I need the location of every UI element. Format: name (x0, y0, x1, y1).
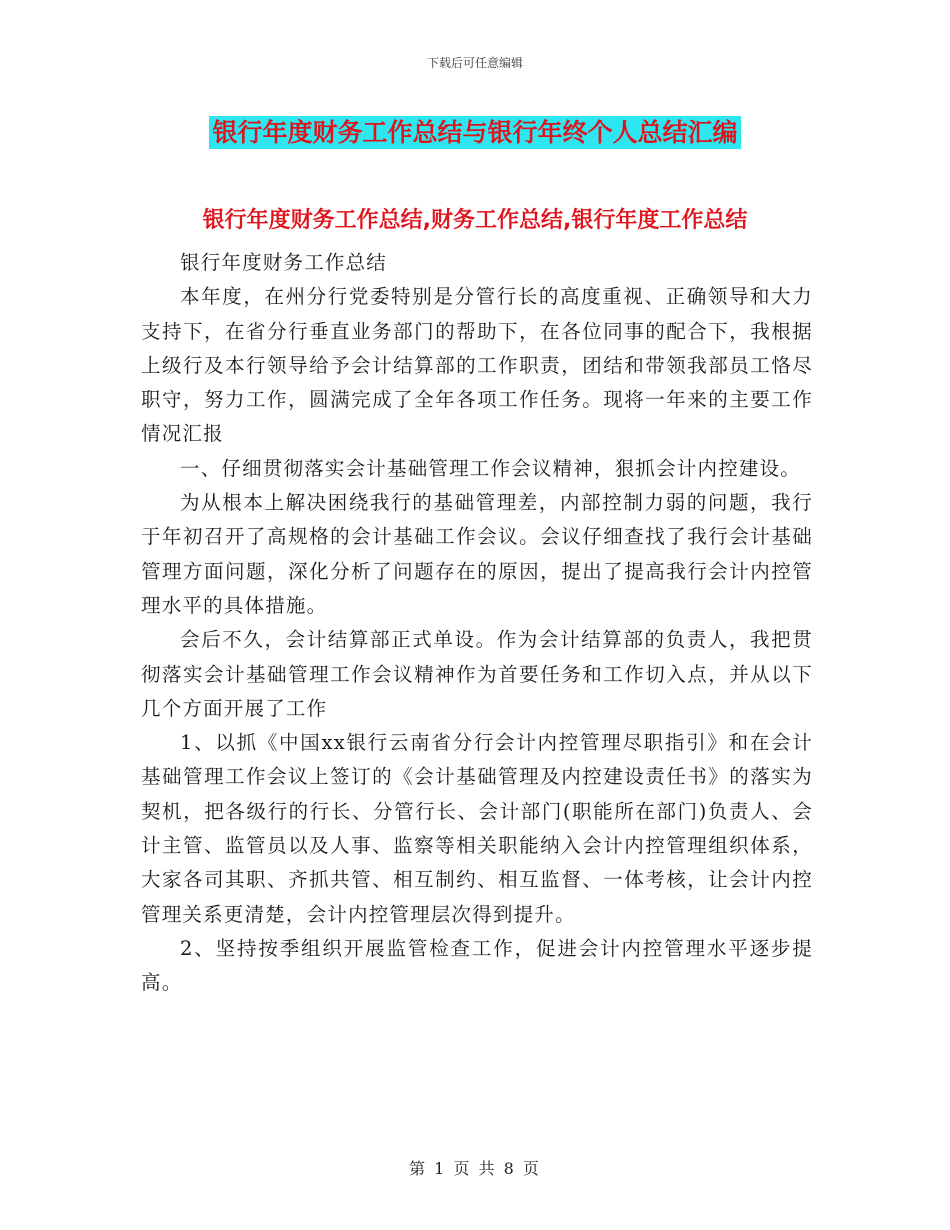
paragraph: 本年度，在州分行党委特别是分管行长的高度重视、正确领导和大力支持下，在省分行垂直业务部门的帮助下，在各位同事的配合下，我根据上级行及本行领导给予会计结算部的工作职责，团结和带领我部员工恪尽职守，努力工作，圆满完成了全年各项工作任务。现将一年来的主要工作情况汇报 (141, 285, 813, 446)
paragraph: 为从根本上解决困绕我行的基础管理差，内部控制力弱的问题，我行于年初召开了高规格的会计基础工作会议。会议仔细查找了我行会计基础管理方面问题，深化分析了问题存在的原因，提出了提高我行会计内控管理水平的具体措施。 (141, 491, 813, 617)
page-footer: 第 1 页 共 8 页 (409, 1159, 541, 1178)
header-note: 下载后可任意编辑 (426, 56, 523, 70)
document-body (141, 246, 813, 1001)
paragraph: 1、以抓《中国xx银行云南省分行会计内控管理尽职指引》和在会计基础管理工作会议上签订的《会计基础管理及内控建设责任书》的落实为契机，把各级行的行长、分管行长、会计部门(职能所在部门)负责人、会计主管、监管员以及人事、监察等相关职能纳入会计内控管理组织体系，大家各司其职、齐抓共管、相互制约、相互监督、一体考核，让会计内控管理关系更清楚，会计内控管理层次得到提升。 (141, 731, 813, 926)
document-title-text: 银行年度财务工作总结与银行年终个人总结汇编 (209, 116, 740, 149)
paragraph: 2、坚持按季组织开展监管检查工作，促进会计内控管理水平逐步提高。 (141, 936, 813, 995)
paragraph: 银行年度财务工作总结 (180, 251, 388, 274)
paragraph: 一、仔细贯彻落实会计基础管理工作会议精神，狠抓会计内控建设。 (180, 456, 802, 480)
document-title (0, 113, 950, 149)
section-subtitle: 银行年度财务工作总结,财务工作总结,银行年度工作总结 (202, 208, 748, 233)
paragraph: 会后不久，会计结算部正式单设。作为会计结算部的负责人，我把贯彻落实会计基础管理工作会议精神作为首要任务和工作切入点，并从以下几个方面开展了工作 (141, 628, 813, 720)
